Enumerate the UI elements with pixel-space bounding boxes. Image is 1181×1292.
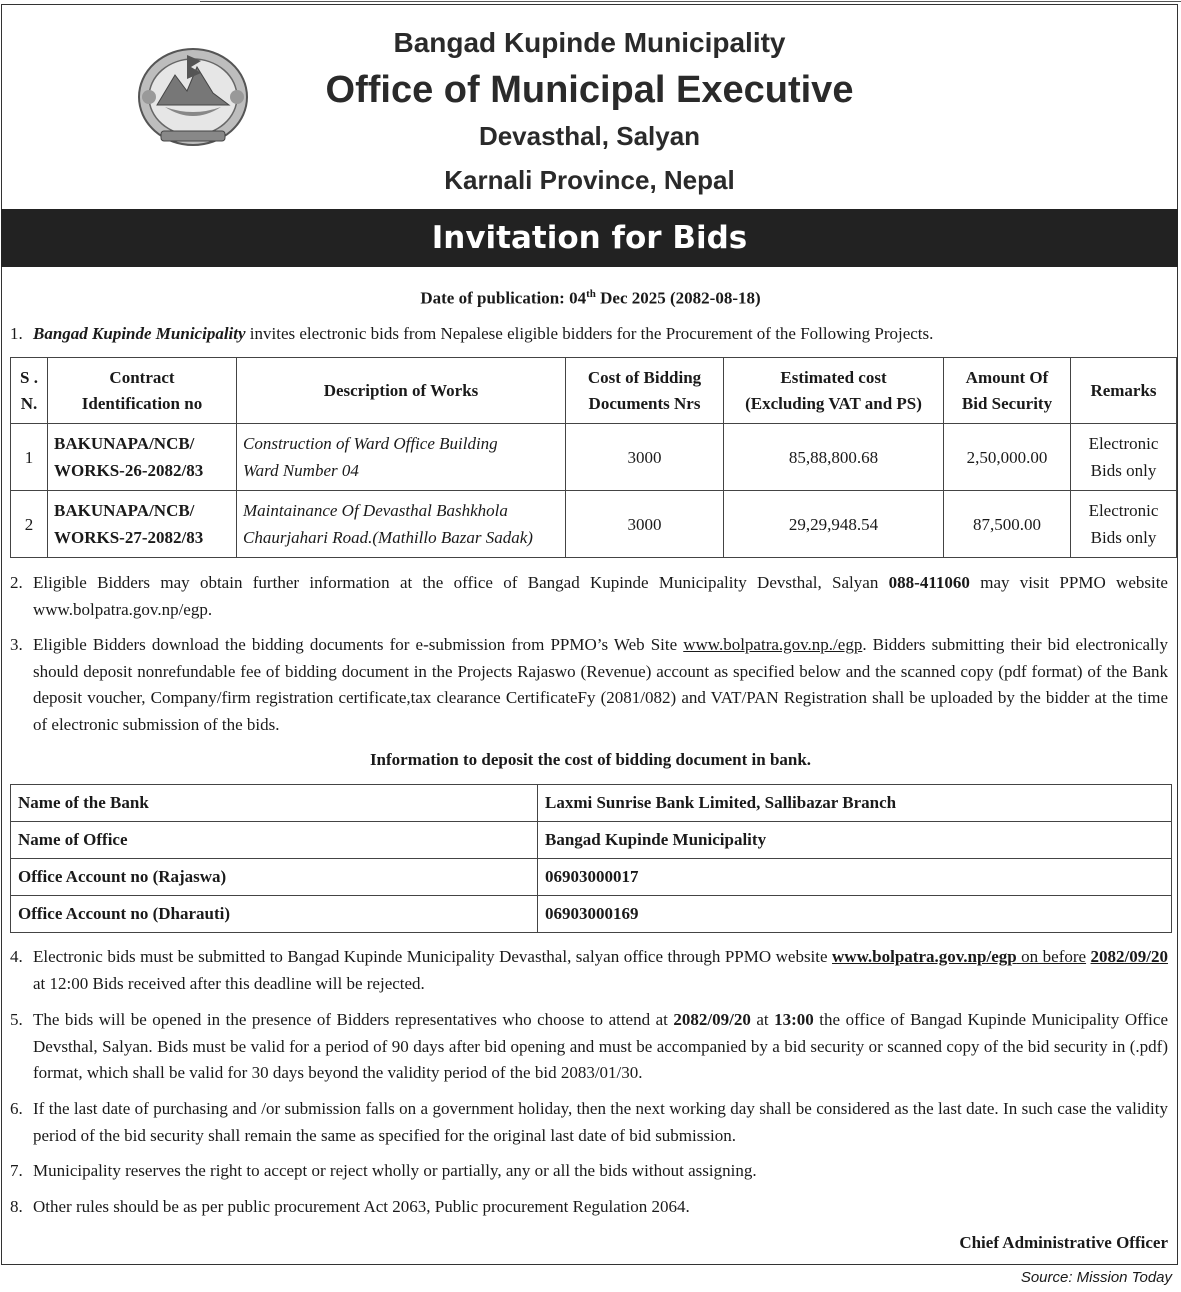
table-row [11,859,1172,896]
cell-remarks: Electronic Bids only [1071,491,1177,558]
bank-label: Office Account no (Dharauti) [11,896,538,933]
cell-description: Maintainance Of Devasthal Bashkhola Chaurjahari Road.(Mathillo Bazar Sadak) [237,491,566,558]
table-row [11,424,1177,491]
cell-security: 2,50,000.00 [944,424,1071,491]
municipality-lead: Bangad Kupinde Municipality [33,324,246,343]
cell-estimate: 85,88,800.68 [724,424,944,491]
header [1,5,1178,209]
col-estimate: Estimated cost (Excluding VAT and PS) [724,358,944,424]
cell-estimate: 29,29,948.54 [724,491,944,558]
bids-table [10,357,1177,558]
clause-7: 7. Municipality reserves the right to accept or reject wholly or partially, any or all the bids without assigning. [10,1161,757,1180]
cell-contract: BAKUNAPA/NCB/ WORKS-26-2082/83 [48,424,237,491]
table-row [11,491,1177,558]
submission-deadline: 2082/09/20 [1090,947,1168,966]
notice-title-banner: Invitation for Bids [1,209,1178,267]
municipality-name: Bangad Kupinde Municipality [393,27,786,58]
clause-6: 6. If the last date of purchasing and /or submission falls on a government holiday, then the next working day shall be considered as the last date. In such case the validity period of the bid security shall remain the same as specified for the original last date of bid submission. [10,1099,1168,1145]
cell-security: 87,500.00 [944,491,1071,558]
clause-3: 3. Eligible Bidders download the bidding documents for e-submission from PPMO’s Web Site www.bolpatra.gov.np./egp. Bidders submitting their bid electronically should deposit nonrefundable fee of bidding document in the Projects Rajaswo (Revenue) account as specified below and the scanned copy (pdf format) of the Bank deposit voucher, Company/firm registration certificate,tax clearance CertificateFy (2081/082) and VAT/PAN Registration shall be uploaded by the bidder at the time of electronic submission of the bids. [10,635,1168,734]
clause-1: 1. Bangad Kupinde Municipality invites electronic bids from Nepalese eligible bidders for the Procurement of the Following Projects. [10,324,934,343]
bank-value: 06903000017 [538,859,1172,896]
clause-5: 5. The bids will be opened in the presence of Bidders representatives who choose to attend at 2082/09/20 at 13:00 the office of Bangad Kupinde Municipality Office Devsthal, Salyan. Bids must be valid for a period of 90 days after bid opening and must be accompanied by a bid security or scanned copy of the bid security in (.pdf) format, which shall be valid for 30 days beyond the validity period of the bid 2083/01/30. [10,1010,1168,1082]
cell-description: Construction of Ward Office Building Ward Number 04 [237,424,566,491]
office-name: Office of Municipal Executive [325,69,854,111]
opening-date: 2082/09/20 [673,1010,751,1029]
bank-value: Bangad Kupinde Municipality [538,822,1172,859]
clause-4: 4. Electronic bids must be submitted to Bangad Kupinde Municipality Devasthal, salyan office through PPMO website www.bolpatra.gov.np/egp on before 2082/09/20 at 12:00 Bids received after this deadline will be rejected. [10,947,1168,993]
bolpatra-link[interactable]: www.bolpatra.gov.np/egp [832,947,1017,966]
cell-remarks: Electronic Bids only [1071,424,1177,491]
cell-sn: 1 [11,424,48,491]
source-credit: Source: Mission Today [1020,1269,1172,1286]
col-remarks: Remarks [1071,358,1177,424]
col-description: Description of Works [237,358,566,424]
top-rule [200,1,1181,2]
table-row [11,896,1172,933]
opening-time: 13:00 [774,1010,814,1029]
col-cost: Cost of Bidding Documents Nrs [566,358,724,424]
province-country: Karnali Province, Nepal [444,165,735,195]
bank-label: Name of Office [11,822,538,859]
col-security: Amount Of Bid Security [944,358,1071,424]
clause-8: 8. Other rules should be as per public procurement Act 2063, Public procurement Regulation 2064. [10,1197,690,1216]
table-row [11,785,1172,822]
clause-2: 2. Eligible Bidders may obtain further information at the office of Bangad Kupinde Municipality Devsthal, Salyan 088-411060 may visit PPMO website www.bolpatra.gov.np/egp. [10,573,1168,619]
table-header-row [11,358,1177,424]
bank-value: 06903000169 [538,896,1172,933]
bank-label: Name of the Bank [11,785,538,822]
office-phone: 088-411060 [888,573,970,592]
col-contract: Contract Identification no [48,358,237,424]
bank-info-title: Information to deposit the cost of bidding document in bank. [369,750,812,769]
col-sn: S . N. [11,358,48,424]
signatory: Chief Administrative Officer [959,1233,1168,1252]
cell-sn: 2 [11,491,48,558]
bank-value: Laxmi Sunrise Bank Limited, Sallibazar Branch [538,785,1172,822]
cell-cost: 3000 [566,424,724,491]
publication-date: Date of publication: 04th Dec 2025 (2082-08-18) [420,288,761,308]
ppmo-link[interactable]: www.bolpatra.gov.np./egp [683,635,863,654]
table-row [11,822,1172,859]
cell-cost: 3000 [566,491,724,558]
bank-label: Office Account no (Rajaswa) [11,859,538,896]
cell-contract: BAKUNAPA/NCB/ WORKS-27-2082/83 [48,491,237,558]
office-location: Devasthal, Salyan [478,121,701,151]
bank-info-table [10,784,1172,933]
